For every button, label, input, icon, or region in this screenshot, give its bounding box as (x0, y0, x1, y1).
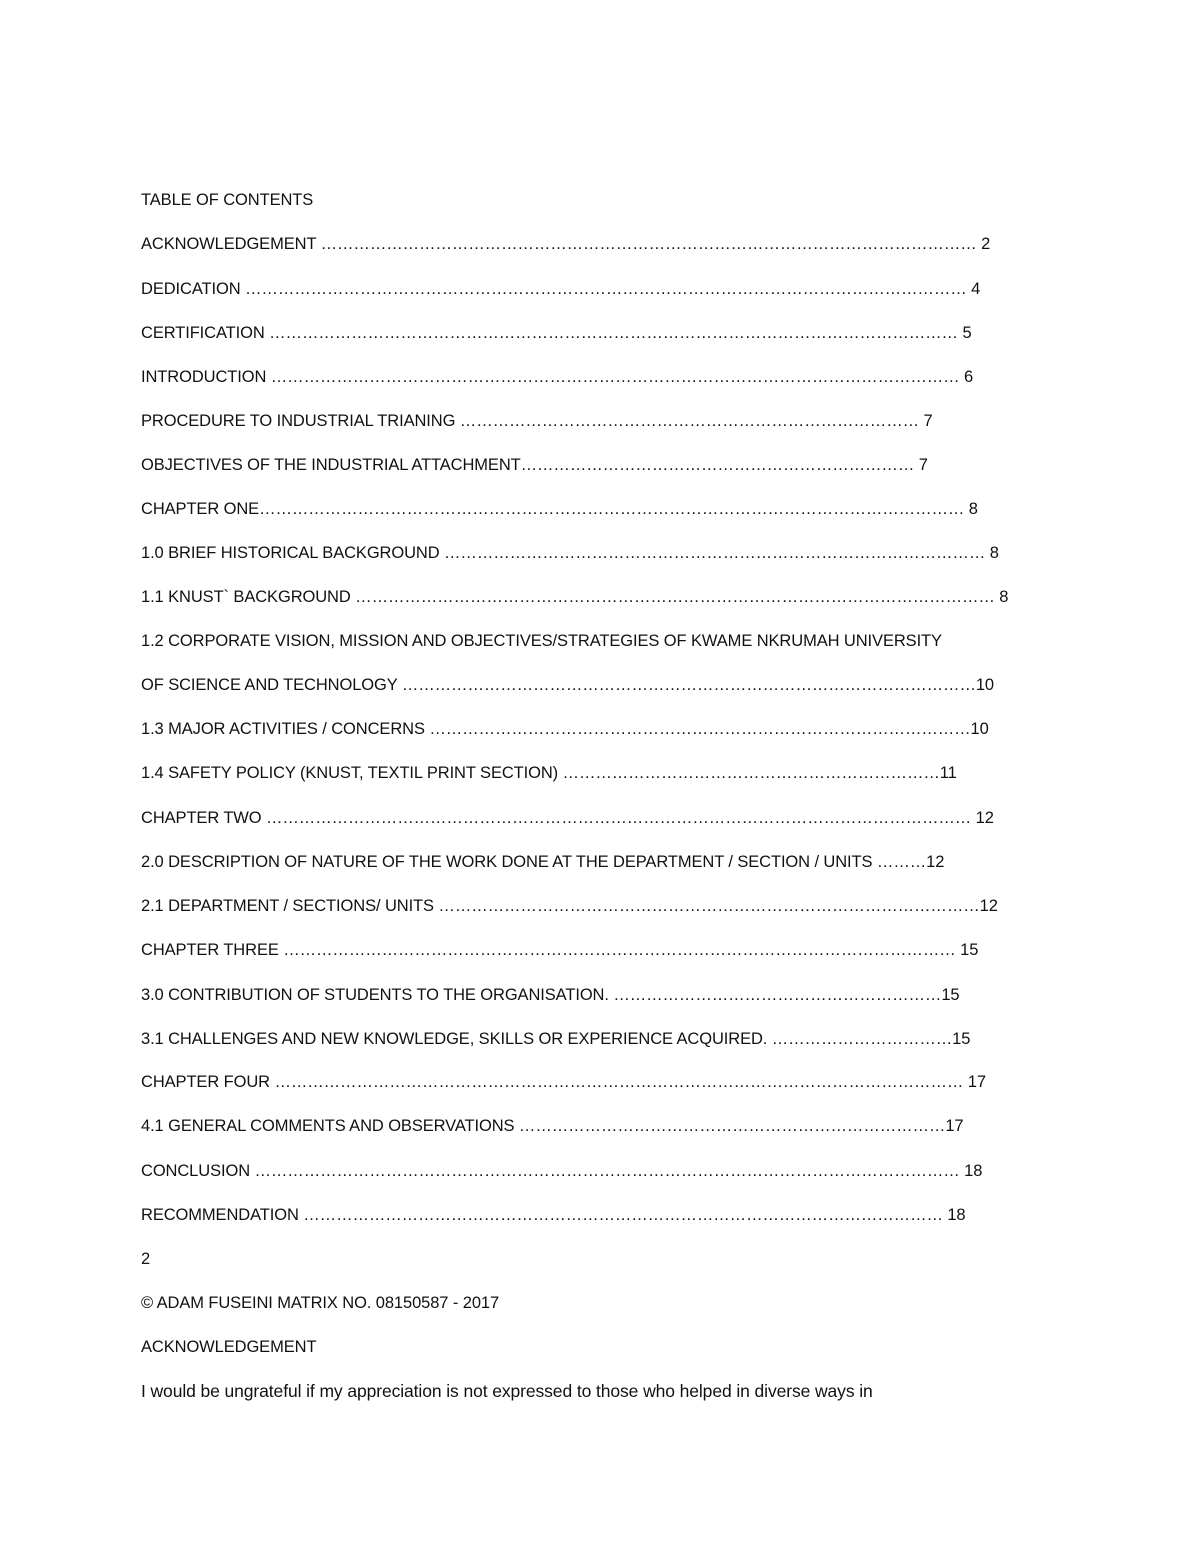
toc-entry: 2.0 DESCRIPTION OF NATURE OF THE WORK DONE AT THE DEPARTMENT / SECTION / UNITS ………12 (141, 853, 945, 871)
toc-entry: 1.3 MAJOR ACTIVITIES / CONCERNS ………………………………………………………………………………………10 (141, 720, 989, 738)
copyright-line: © ADAM FUSEINI MATRIX NO. 08150587 - 2017 (141, 1294, 500, 1312)
toc-entry: DEDICATION …………………………………………………………………………………………………………………… 4 (141, 280, 981, 298)
toc-entry: 3.0 CONTRIBUTION OF STUDENTS TO THE ORGANISATION. ……………………………………………………15 (141, 986, 960, 1004)
toc-entry: INTRODUCTION ……………………………………………………………………………………………………………… 6 (141, 368, 974, 386)
toc-entry: CONCLUSION ………………………………………………………………………………………………………………… 18 (141, 1162, 983, 1180)
toc-entry: 1.0 BRIEF HISTORICAL BACKGROUND ……………………………………………………………………………………… 8 (141, 544, 999, 562)
toc-entry: CHAPTER FOUR ……………………………………………………………………………………………………………… 17 (141, 1073, 986, 1091)
toc-entry: 1.2 CORPORATE VISION, MISSION AND OBJECTIVES/STRATEGIES OF KWAME NKRUMAH UNIVERSITY (141, 632, 942, 650)
toc-entry: ACKNOWLEDGEMENT ………………………………………………………………………………………………………… 2 (141, 235, 991, 253)
toc-entry: CERTIFICATION ……………………………………………………………………………………………………………… 5 (141, 324, 972, 342)
toc-entry: CHAPTER TWO ………………………………………………………………………………………………………………… 12 (141, 809, 994, 827)
toc-entry: 2.1 DEPARTMENT / SECTIONS/ UNITS ………………………………………………………………………………………12 (141, 897, 998, 915)
toc-entry: 3.1 CHALLENGES AND NEW KNOWLEDGE, SKILLS OR EXPERIENCE ACQUIRED. ……………………………15 (141, 1030, 971, 1048)
section-heading: ACKNOWLEDGEMENT (141, 1338, 317, 1356)
toc-entry: OF SCIENCE AND TECHNOLOGY ……………………………………………………………………………………………10 (141, 676, 994, 694)
toc-entry: PROCEDURE TO INDUSTRIAL TRIANING ………………………………………………………………………… 7 (141, 412, 933, 430)
toc-entry: CHAPTER ONE………………………………………………………………………………………………………………… 8 (141, 500, 978, 518)
toc-entry: CHAPTER THREE …………………………………………………………………………………………………………… 15 (141, 941, 979, 959)
toc-entry: RECOMMENDATION ……………………………………………………………………………………………………… 18 (141, 1206, 966, 1224)
toc-title: TABLE OF CONTENTS (141, 191, 314, 209)
toc-entry: OBJECTIVES OF THE INDUSTRIAL ATTACHMENT……………………………………………………………… 7 (141, 456, 928, 474)
body-paragraph: I would be ungrateful if my appreciation is not expressed to those who helped in diverse ways in (141, 1381, 873, 1401)
page-number: 2 (141, 1250, 151, 1268)
toc-entry: 4.1 GENERAL COMMENTS AND OBSERVATIONS ……………………………………………………………………17 (141, 1117, 964, 1135)
toc-entry: 1.1 KNUST` BACKGROUND ……………………………………………………………………………………………………… 8 (141, 588, 1009, 606)
toc-entry: 1.4 SAFETY POLICY (KNUST, TEXTIL PRINT SECTION) ……………………………………………………………11 (141, 764, 957, 782)
